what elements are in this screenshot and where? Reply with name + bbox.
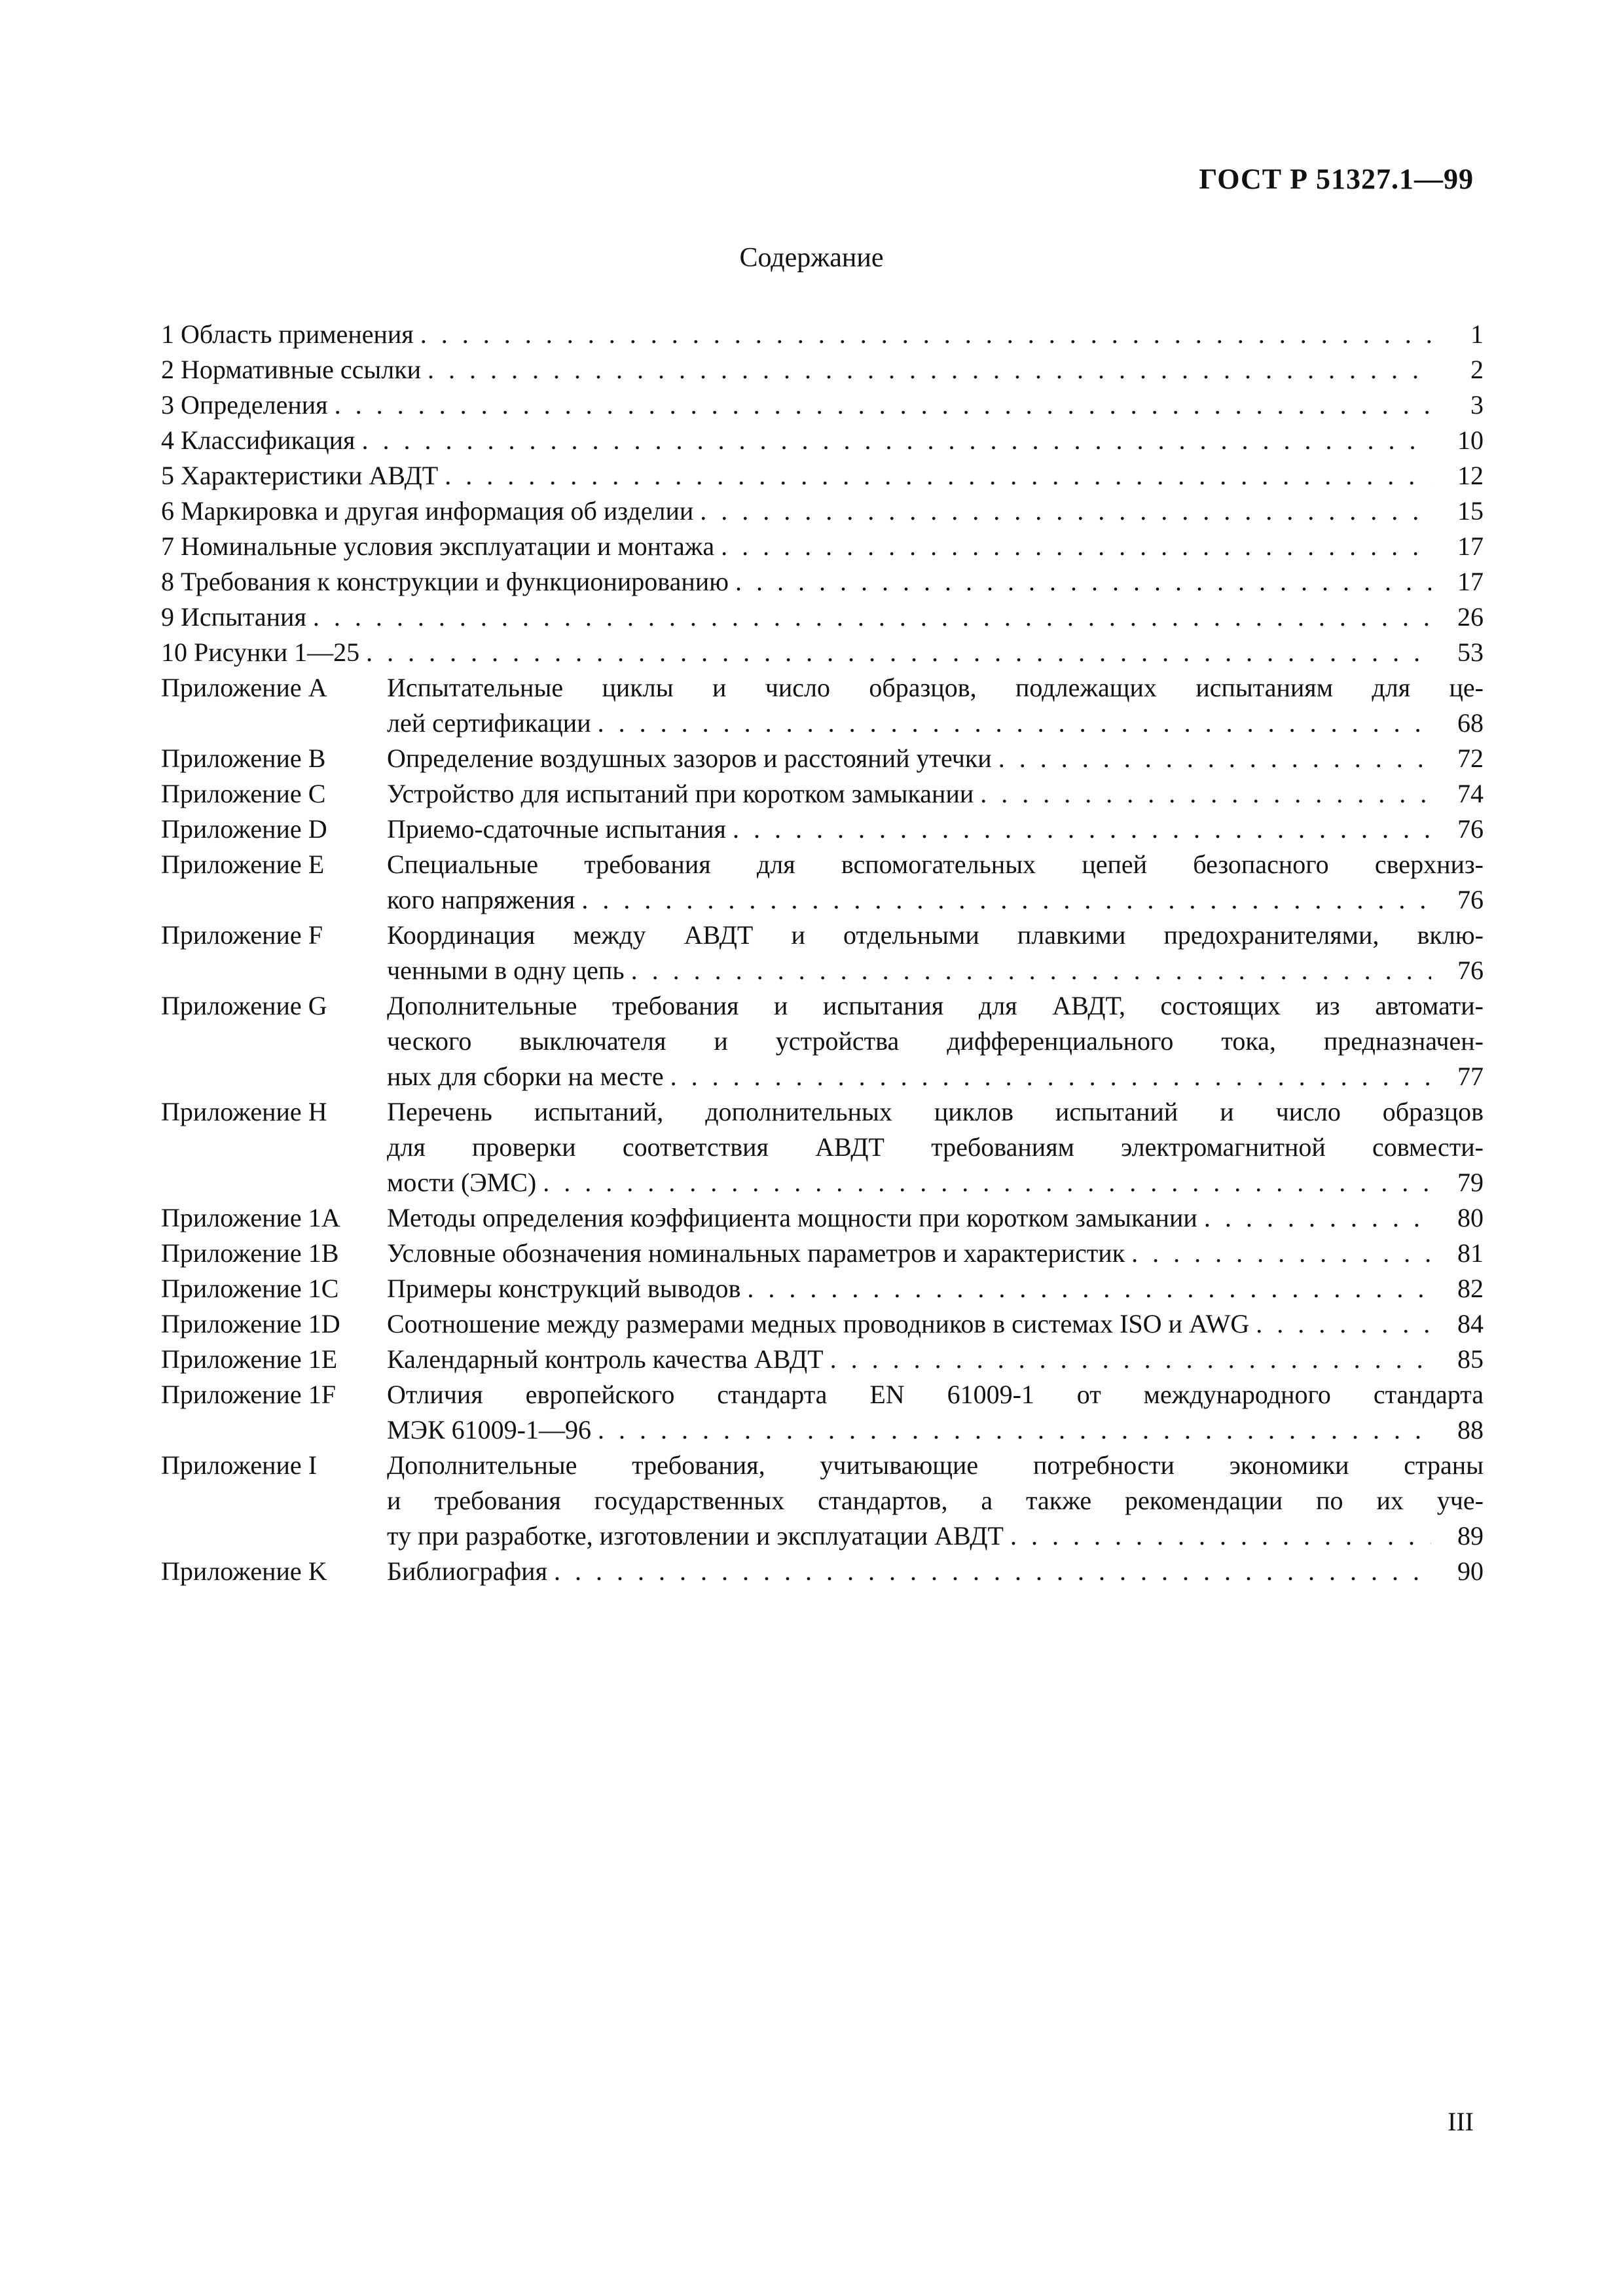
toc-entry-line: Примеры конструкций выводов <box>387 1274 741 1303</box>
toc-entry-title <box>161 564 1484 600</box>
dot-leader <box>631 953 1431 988</box>
toc-entry[interactable] <box>161 635 1484 670</box>
toc-entry[interactable] <box>161 1342 1484 1377</box>
toc-entry-label: Приложение B <box>161 744 326 773</box>
toc-entry[interactable] <box>161 812 1484 847</box>
dot-leader <box>445 458 1431 493</box>
toc-entry-line: Специальные требования для вспомогательных цепей безопасного сверхниз- <box>387 850 1484 879</box>
toc-entry-line: Библиография <box>387 1556 547 1586</box>
toc-entry-title <box>387 776 1484 812</box>
toc-entry-page: 15 <box>1457 496 1484 526</box>
toc-entry-title <box>161 600 1484 635</box>
toc-entry-title <box>161 423 1484 458</box>
toc-entry-page: 90 <box>1457 1556 1484 1586</box>
toc-entry-line: ных для сборки на месте <box>387 1062 664 1091</box>
toc-entry-title <box>387 812 1484 847</box>
toc-entry[interactable] <box>161 317 1484 352</box>
toc-entry[interactable] <box>161 529 1484 564</box>
toc-entry-label: Приложение 1E <box>161 1344 338 1374</box>
dot-leader <box>1204 1200 1431 1236</box>
dot-leader <box>733 812 1431 847</box>
toc-entry[interactable] <box>161 1554 1484 1589</box>
toc-entry[interactable] <box>161 1236 1484 1271</box>
toc-entry-line: МЭК 61009-1—96 <box>387 1415 591 1444</box>
toc-entry-line: Координация между АВДТ и отдельными плавкими предохранителями, вклю- <box>387 920 1484 950</box>
toc-entry-line: ту при разработке, изготовлении и эксплуатации АВДТ <box>387 1521 1004 1551</box>
dot-leader <box>670 1059 1431 1094</box>
toc-entry-page: 82 <box>1457 1274 1484 1303</box>
toc-entry[interactable] <box>161 776 1484 812</box>
dot-leader <box>366 635 1431 670</box>
toc-entry-label: Приложение 1D <box>161 1309 340 1338</box>
dot-leader <box>830 1342 1431 1377</box>
toc-entry-page: 77 <box>1457 1062 1484 1091</box>
toc-entry-title <box>387 1094 1484 1200</box>
toc-entry-title <box>161 387 1484 423</box>
toc-entry[interactable] <box>161 1448 1484 1554</box>
dot-leader <box>543 1165 1431 1200</box>
toc-entry[interactable] <box>161 600 1484 635</box>
toc-entry-page: 3 <box>1470 390 1484 420</box>
toc-entry-label: Приложение 1B <box>161 1238 339 1268</box>
dot-leader <box>313 600 1431 635</box>
toc-entry[interactable] <box>161 387 1484 423</box>
toc-entry-line: 10 Рисунки 1—25 <box>161 637 360 667</box>
toc-entry[interactable] <box>161 352 1484 387</box>
toc-entry-label: Приложение E <box>161 850 325 879</box>
dot-leader <box>598 1412 1431 1448</box>
toc-entry-line: и требования государственных стандартов, а также рекомендации по их уче- <box>387 1486 1484 1515</box>
toc-entry-line: Дополнительные требования и испытания для АВДТ, состоящих из автомати- <box>387 991 1484 1020</box>
toc-title: Содержание <box>739 243 884 273</box>
toc-entry-page: 2 <box>1470 355 1484 384</box>
toc-entry-line: 8 Требования к конструкции и функционированию <box>161 567 729 596</box>
toc-entry[interactable] <box>161 1271 1484 1306</box>
toc-entry-page: 53 <box>1457 637 1484 667</box>
toc-entry[interactable] <box>161 493 1484 529</box>
toc-entry-label: Приложение G <box>161 991 327 1020</box>
dot-leader <box>1131 1236 1431 1271</box>
toc-entry-line: Отличия европейского стандарта EN 61009-1 от международного стандарта <box>387 1380 1484 1409</box>
toc-entry-line: Соотношение между размерами медных проводников в системах ISO и AWG <box>387 1309 1250 1338</box>
toc-entry-page: 76 <box>1457 956 1484 985</box>
toc-entry-line: Определение воздушных зазоров и расстояний утечки <box>387 744 992 773</box>
toc-entry-page: 72 <box>1457 744 1484 773</box>
toc-entry-page: 26 <box>1457 602 1484 632</box>
toc-entry-page: 76 <box>1457 885 1484 914</box>
dot-leader <box>335 387 1431 423</box>
toc-entry-label: Приложение K <box>161 1556 327 1586</box>
toc-entry[interactable] <box>161 423 1484 458</box>
toc-entry-page: 88 <box>1457 1415 1484 1444</box>
toc-entry-label: Приложение H <box>161 1097 327 1126</box>
toc-entry-line: Приемо-сдаточные испытания <box>387 814 726 844</box>
toc-entry-title <box>387 1271 1484 1306</box>
toc-entry-label: Приложение I <box>161 1450 318 1480</box>
dot-leader <box>700 493 1431 529</box>
toc-entry-title <box>387 988 1484 1094</box>
toc-entry[interactable] <box>161 988 1484 1094</box>
toc-entry-page: 89 <box>1457 1521 1484 1551</box>
toc-entry-page: 1 <box>1470 319 1484 349</box>
toc-entry-title <box>387 1200 1484 1236</box>
toc-entry-title <box>387 1377 1484 1448</box>
toc-entry-title <box>387 1448 1484 1554</box>
toc-entry[interactable] <box>161 564 1484 600</box>
toc-entry-label: Приложение 1F <box>161 1380 336 1409</box>
dot-leader <box>998 741 1431 776</box>
toc-entry-title <box>387 1342 1484 1377</box>
table-of-contents <box>161 317 1484 1589</box>
toc-entry-page: 79 <box>1457 1168 1484 1197</box>
toc-entry-page: 10 <box>1457 425 1484 455</box>
toc-entry-page: 12 <box>1457 461 1484 490</box>
toc-entry-line: 9 Испытания <box>161 602 306 632</box>
dot-leader <box>420 317 1431 352</box>
toc-entry-line: Условные обозначения номинальных параметров и характеристик <box>387 1238 1125 1268</box>
toc-entry-page: 76 <box>1457 814 1484 844</box>
dot-leader <box>428 352 1431 387</box>
toc-entry-title <box>161 458 1484 493</box>
toc-entry-line: кого напряжения <box>387 885 575 914</box>
toc-entry-line: Устройство для испытаний при коротком замыкании <box>387 779 974 808</box>
page-number: III <box>1448 2107 1474 2136</box>
toc-entry-page: 74 <box>1457 779 1484 808</box>
toc-entry-line: ческого выключателя и устройства дифференциального тока, предназначен- <box>387 1026 1484 1056</box>
toc-entry[interactable] <box>161 1306 1484 1342</box>
toc-entry-label: Приложение F <box>161 920 323 950</box>
toc-entry-line: Календарный контроль качества АВДТ <box>387 1344 824 1374</box>
dot-leader <box>980 776 1431 812</box>
toc-entry-line: 1 Область применения <box>161 319 414 349</box>
toc-entry-line: 7 Номинальные условия эксплуатации и монтажа <box>161 531 715 561</box>
toc-entry-label: Приложение 1C <box>161 1274 339 1303</box>
toc-entry-title <box>161 529 1484 564</box>
toc-entry-title <box>161 352 1484 387</box>
toc-entry-title <box>387 670 1484 741</box>
toc-entry-page: 81 <box>1457 1238 1484 1268</box>
toc-entry-page: 17 <box>1457 567 1484 596</box>
toc-entry-page: 17 <box>1457 531 1484 561</box>
toc-entry[interactable] <box>161 847 1484 918</box>
toc-entry[interactable] <box>161 918 1484 988</box>
toc-entry-line: 3 Определения <box>161 390 328 420</box>
toc-entry-title <box>161 317 1484 352</box>
toc-entry-page: 85 <box>1457 1344 1484 1374</box>
dot-leader <box>581 882 1431 918</box>
toc-entry-label: Приложение C <box>161 779 326 808</box>
toc-entry-line: Дополнительные требования, учитывающие потребности экономики страны <box>387 1450 1484 1480</box>
toc-entry-line: 4 Классификация <box>161 425 356 455</box>
toc-entry-page: 80 <box>1457 1203 1484 1232</box>
toc-entry-title <box>387 918 1484 988</box>
toc-entry-title <box>387 847 1484 918</box>
toc-entry-label: Приложение D <box>161 814 327 844</box>
toc-entry-line: 5 Характеристики АВДТ <box>161 461 439 490</box>
toc-entry-title <box>161 635 1484 670</box>
dot-leader <box>721 529 1431 564</box>
document-code: ГОСТ Р 51327.1—99 <box>1199 163 1474 195</box>
toc-entry-line: Методы определения коэффициента мощности при коротком замыкании <box>387 1203 1197 1232</box>
toc-entry[interactable] <box>161 458 1484 493</box>
toc-entry[interactable] <box>161 1200 1484 1236</box>
toc-entry[interactable] <box>161 670 1484 741</box>
dot-leader <box>747 1271 1431 1306</box>
dot-leader <box>598 706 1431 741</box>
toc-entry-line: Перечень испытаний, дополнительных циклов испытаний и число образцов <box>387 1097 1484 1126</box>
toc-entry-label: Приложение 1A <box>161 1203 340 1232</box>
toc-entry-line: ченными в одну цепь <box>387 956 625 985</box>
toc-entry-title <box>161 493 1484 529</box>
toc-entry-page: 68 <box>1457 708 1484 738</box>
toc-entry[interactable] <box>161 1094 1484 1200</box>
toc-entry-page: 84 <box>1457 1309 1484 1338</box>
toc-entry-title <box>387 741 1484 776</box>
dot-leader <box>1010 1518 1431 1554</box>
toc-entry-title <box>387 1554 1484 1589</box>
dot-leader <box>1256 1306 1431 1342</box>
toc-entry-line: лей сертификации <box>387 708 591 738</box>
toc-entry[interactable] <box>161 741 1484 776</box>
toc-entry-title <box>387 1306 1484 1342</box>
toc-entry-title <box>387 1236 1484 1271</box>
toc-entry-line: для проверки соответствия АВДТ требованиям электромагнитной совмести- <box>387 1132 1484 1162</box>
dot-leader <box>554 1554 1431 1589</box>
toc-entry-line: Испытательные циклы и число образцов, подлежащих испытаниям для це- <box>387 673 1484 702</box>
toc-entry[interactable] <box>161 1377 1484 1448</box>
toc-entry-line: 6 Маркировка и другая информация об изделии <box>161 496 694 526</box>
dot-leader <box>735 564 1431 600</box>
dot-leader <box>361 423 1431 458</box>
toc-entry-line: 2 Нормативные ссылки <box>161 355 422 384</box>
toc-entry-label: Приложение A <box>161 673 327 702</box>
toc-entry-line: мости (ЭМС) <box>387 1168 537 1197</box>
